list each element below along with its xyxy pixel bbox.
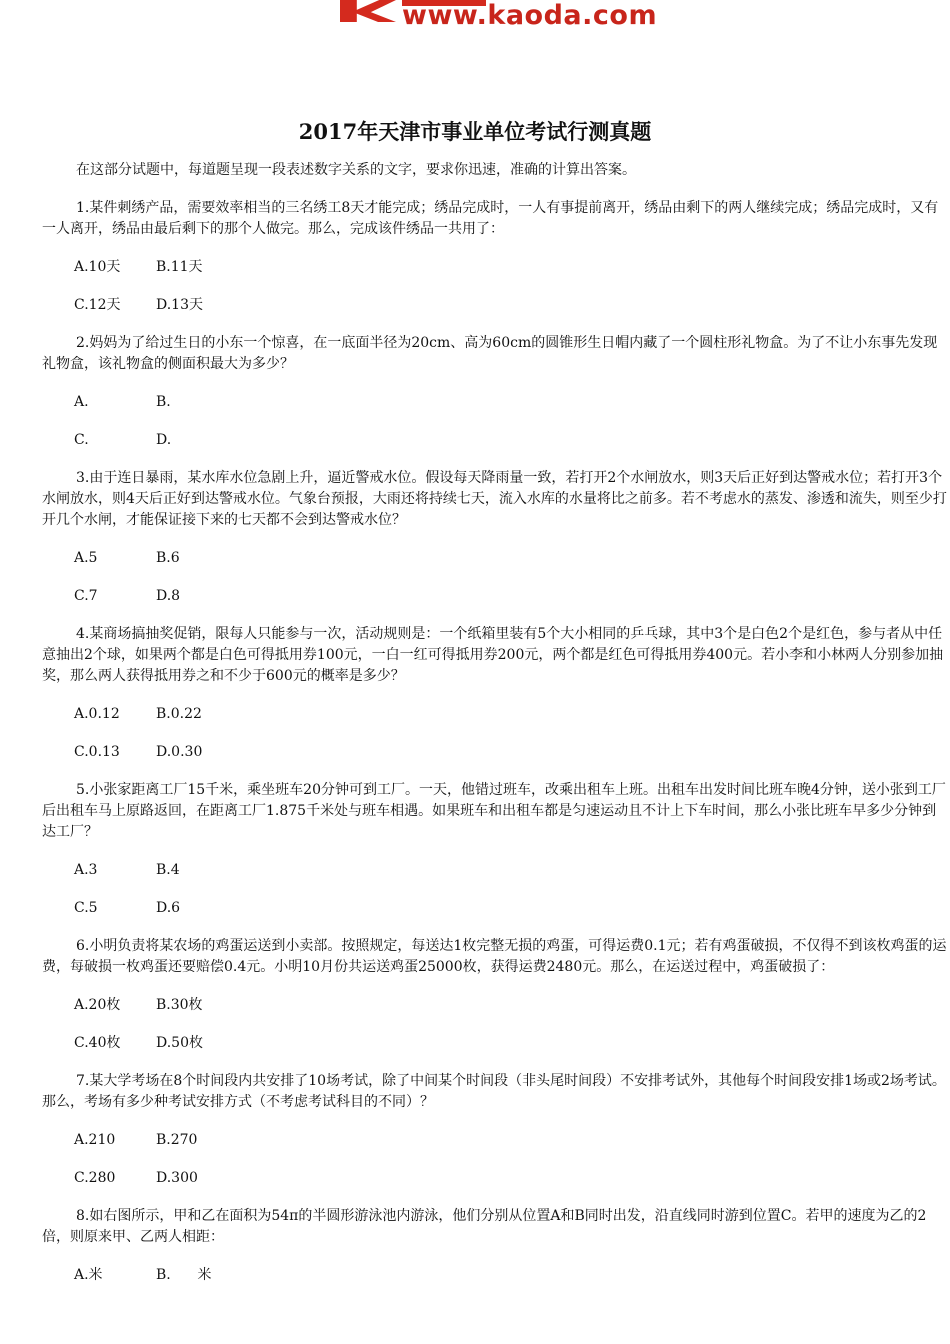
option-row bbox=[74, 1033, 947, 1054]
question-item bbox=[42, 1206, 947, 1286]
question-item bbox=[42, 936, 947, 1054]
question-text: 3.由于连日暴雨，某水库水位急剧上升，逼近警戒水位。假设每天降雨量一致，若打开2个水闸放水，则3天后正好到达警戒水位；若打开3个水闸放水，则4天后正好到达警戒水位。气象台预报，大雨还将持续七天，流入水库的水量将比之前多。若不考虑水的蒸发、渗透和流失，则至少打开几个水闸，才能保证接下来的七天都不会到达警戒水位？ bbox=[42, 470, 947, 528]
answer-option: C.40枚 bbox=[74, 1035, 121, 1051]
option-row bbox=[74, 1130, 947, 1151]
question-text: 6.小明负责将某农场的鸡蛋运送到小卖部。按照规定，每送达1枚完整无损的鸡蛋，可得运费0.1元；若有鸡蛋破损，不仅得不到该枚鸡蛋的运费，每破损一枚鸡蛋还要赔偿0.4元。小明10月份共运送鸡蛋25000枚，获得运费2480元。那么，在运送过程中，鸡蛋破损了： bbox=[42, 938, 947, 975]
question-text: 2.妈妈为了给过生日的小东一个惊喜，在一底面半径为20cm、高为60cm的圆锥形生日帽内藏了一个圆柱形礼物盒。为了不让小东事先发现礼物盒，该礼物盒的侧面积最大为多少？ bbox=[42, 335, 938, 372]
answer-option: A.3 bbox=[74, 862, 98, 878]
question-item bbox=[42, 624, 947, 763]
answer-option: B.11天 bbox=[156, 259, 203, 275]
answer-option: C.12天 bbox=[74, 297, 121, 313]
question-list bbox=[42, 198, 947, 1286]
option-row bbox=[74, 392, 947, 413]
answer-option: B.30枚 bbox=[156, 997, 203, 1013]
answer-option: C.0.13 bbox=[74, 744, 120, 760]
answer-option: B.6 bbox=[156, 550, 180, 566]
answer-option: D.50枚 bbox=[156, 1035, 203, 1051]
answer-option: C.280 bbox=[74, 1170, 116, 1186]
question-item bbox=[42, 333, 947, 451]
answer-option: B.4 bbox=[156, 862, 180, 878]
answer-option: A.0.12 bbox=[74, 706, 120, 722]
option-row bbox=[74, 1265, 947, 1286]
question-item bbox=[42, 468, 947, 607]
question-item bbox=[42, 780, 947, 919]
option-row bbox=[74, 586, 947, 607]
option-row bbox=[74, 257, 947, 278]
question-text: 8.如右图所示，甲和乙在面积为54π的半圆形游泳池内游泳，他们分别从位置A和B同时出发，沿直线同时游到位置C。若甲的速度为乙的2倍，则原来甲、乙两人相距： bbox=[42, 1208, 927, 1245]
answer-option: B. bbox=[156, 394, 171, 410]
answer-option: D.13天 bbox=[156, 297, 203, 313]
answer-option: D. bbox=[156, 432, 172, 448]
answer-option: A.5 bbox=[74, 550, 98, 566]
answer-option: C.7 bbox=[74, 588, 98, 604]
answer-option: D.8 bbox=[156, 588, 181, 604]
answer-option: D.300 bbox=[156, 1170, 198, 1186]
option-row bbox=[74, 430, 947, 451]
page-title: 2017年天津市事业单位考试行测真题 bbox=[298, 119, 652, 144]
answer-option: B. 米 bbox=[156, 1267, 212, 1283]
answer-option: C. bbox=[74, 432, 89, 448]
answer-option: A. bbox=[74, 394, 89, 410]
option-row bbox=[74, 898, 947, 919]
option-row bbox=[74, 295, 947, 316]
question-text: 7.某大学考场在8个时间段内共安排了10场考试，除了中间某个时间段（非头尾时间段）不安排考试外，其他每个时间段安排1场或2场考试。那么，考场有多少种考试安排方式（不考虑考试科目的不同）？ bbox=[42, 1073, 946, 1110]
answer-option: B.270 bbox=[156, 1132, 198, 1148]
option-row bbox=[74, 1168, 947, 1189]
question-item bbox=[42, 198, 947, 316]
option-row bbox=[74, 742, 947, 763]
question-text: 1.某件刺绣产品，需要效率相当的三名绣工8天才能完成；绣品完成时，一人有事提前离开，绣品由剩下的两人继续完成；绣品完成时，又有一人离开，绣品由最后剩下的那个人做完。那么，完成该件绣品一共用了： bbox=[42, 200, 939, 237]
answer-option: B.0.22 bbox=[156, 706, 202, 722]
option-row bbox=[74, 860, 947, 881]
logo-mark-icon bbox=[340, 0, 396, 22]
answer-option: D.0.30 bbox=[156, 744, 203, 760]
intro-text: 在这部分试题中，每道题呈现一段表述数字关系的文字，要求你迅速，准确的计算出答案。 bbox=[76, 162, 636, 178]
option-row bbox=[74, 548, 947, 569]
answer-option: A.20枚 bbox=[74, 997, 121, 1013]
question-item bbox=[42, 1071, 947, 1189]
answer-option: C.5 bbox=[74, 900, 98, 916]
answer-option: A.210 bbox=[74, 1132, 116, 1148]
question-text: 5.小张家距离工厂15千米，乘坐班车20分钟可到工厂。一天，他错过班车，改乘出租车上班。出租车出发时间比班车晚4分钟，送小张到工厂后出租车马上原路返回，在距离工厂1.875千米处与班车相遇。如果班车和出租车都是匀速运动且不计上下车时间，那么小张比班车早多少分钟到达工厂？ bbox=[42, 782, 946, 840]
answer-option: A.10天 bbox=[74, 259, 121, 275]
option-row bbox=[74, 995, 947, 1016]
answer-option: D.6 bbox=[156, 900, 181, 916]
option-row bbox=[74, 704, 947, 725]
kaoda-logo bbox=[340, 0, 670, 34]
question-text: 4.某商场搞抽奖促销，限每人只能参与一次，活动规则是：一个纸箱里装有5个大小相同的乒乓球，其中3个是白色2个是红色，参与者从中任意抽出2个球，如果两个都是白色可得抵用券100元，一白一红可得抵用券200元，两个都是红色可得抵用券400元。若小李和小林两人分别参加抽奖，那么两人获得抵用券之和不少于600元的概率是多少？ bbox=[42, 626, 944, 684]
logo-text: www.kaoda.com bbox=[402, 0, 658, 31]
answer-option: A.米 bbox=[74, 1267, 103, 1283]
document-body bbox=[42, 160, 947, 1303]
